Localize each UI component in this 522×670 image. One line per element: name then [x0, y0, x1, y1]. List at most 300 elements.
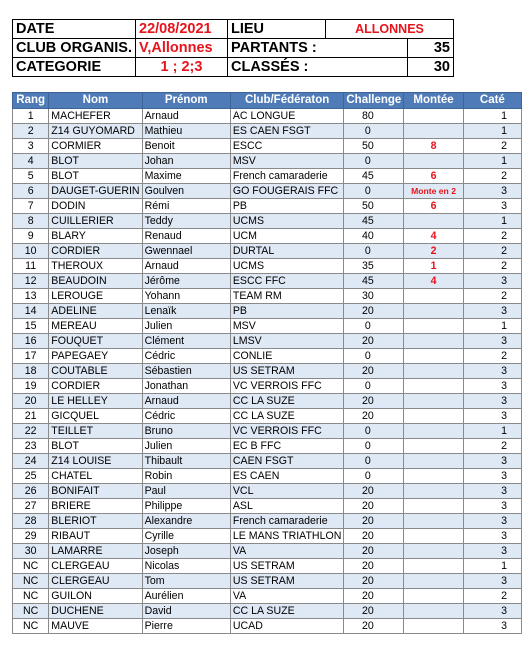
rank-cell: NC	[13, 559, 49, 574]
table-row	[13, 319, 522, 334]
challenge-points-cell: 20	[344, 334, 404, 349]
club-cell: ESCC	[230, 139, 344, 154]
first-name-cell: David	[142, 604, 230, 619]
category-cell: 3	[463, 334, 521, 349]
category-cell: 1	[463, 424, 521, 439]
montee-cell	[404, 394, 463, 409]
challenge-points-cell: 20	[344, 499, 404, 514]
table-row	[13, 619, 522, 634]
table-row	[13, 604, 522, 619]
challenge-points-cell: 20	[344, 514, 404, 529]
challenge-points-cell: 30	[344, 289, 404, 304]
montee-cell: 2	[404, 244, 463, 259]
rank-cell: 3	[13, 139, 49, 154]
montee-cell	[404, 364, 463, 379]
last-name-cell: MEREAU	[49, 319, 142, 334]
rank-cell: 12	[13, 274, 49, 289]
first-name-cell: Yohann	[142, 289, 230, 304]
montee-cell	[404, 424, 463, 439]
challenge-points-cell: 20	[344, 619, 404, 634]
categorie-value: 1 ; 2;3	[136, 58, 228, 77]
rank-cell: 18	[13, 364, 49, 379]
rank-cell: NC	[13, 574, 49, 589]
rank-cell: 11	[13, 259, 49, 274]
column-header-challenge[interactable]: Challenge	[344, 93, 404, 109]
club-cell: ES CAEN	[230, 469, 344, 484]
table-row	[13, 334, 522, 349]
montee-cell	[404, 304, 463, 319]
table-row	[13, 124, 522, 139]
challenge-points-cell: 50	[344, 139, 404, 154]
column-header-montee[interactable]: Montée	[404, 93, 463, 109]
table-row	[13, 214, 522, 229]
challenge-points-cell: 0	[344, 349, 404, 364]
club-cell: DURTAL	[230, 244, 344, 259]
table-row	[13, 199, 522, 214]
montee-cell	[404, 514, 463, 529]
club-cell: US SETRAM	[230, 559, 344, 574]
montee-cell	[404, 349, 463, 364]
table-row	[13, 349, 522, 364]
challenge-points-cell: 0	[344, 379, 404, 394]
last-name-cell: MACHEFER	[49, 109, 142, 124]
table-row	[13, 364, 522, 379]
club-cell: VC VERROIS FFC	[230, 379, 344, 394]
last-name-cell: BLOT	[49, 154, 142, 169]
last-name-cell: BONIFAIT	[49, 484, 142, 499]
challenge-points-cell: 45	[344, 274, 404, 289]
category-cell: 1	[463, 559, 521, 574]
club-cell: PB	[230, 199, 344, 214]
club-cell: UCMS	[230, 259, 344, 274]
montee-cell: 6	[404, 169, 463, 184]
table-row	[13, 409, 522, 424]
club-cell: VA	[230, 589, 344, 604]
classes-label: CLASSÉS :	[228, 58, 408, 77]
challenge-points-cell: 0	[344, 319, 404, 334]
rank-cell: 8	[13, 214, 49, 229]
category-cell: 2	[463, 589, 521, 604]
category-cell: 2	[463, 169, 521, 184]
montee-cell	[404, 454, 463, 469]
table-row	[13, 499, 522, 514]
last-name-cell: CUILLERIER	[49, 214, 142, 229]
montee-cell	[404, 409, 463, 424]
rank-cell: 14	[13, 304, 49, 319]
first-name-cell: Bruno	[142, 424, 230, 439]
category-cell: 1	[463, 319, 521, 334]
rank-cell: 1	[13, 109, 49, 124]
category-cell: 3	[463, 379, 521, 394]
last-name-cell: Z14 GUYOMARD	[49, 124, 142, 139]
challenge-points-cell: 80	[344, 109, 404, 124]
table-row	[13, 424, 522, 439]
first-name-cell: Aurélien	[142, 589, 230, 604]
first-name-cell: Mathieu	[142, 124, 230, 139]
first-name-cell: Sébastien	[142, 364, 230, 379]
montee-cell: 1	[404, 259, 463, 274]
club-cell: VA	[230, 544, 344, 559]
montee-cell	[404, 544, 463, 559]
category-cell: 2	[463, 244, 521, 259]
club-cell: US SETRAM	[230, 364, 344, 379]
first-name-cell: Tom	[142, 574, 230, 589]
last-name-cell: CLERGEAU	[49, 559, 142, 574]
lieu-label: LIEU	[228, 20, 326, 39]
last-name-cell: LAMARRE	[49, 544, 142, 559]
table-row	[13, 379, 522, 394]
rank-cell: 4	[13, 154, 49, 169]
challenge-points-cell: 0	[344, 124, 404, 139]
rank-cell: 25	[13, 469, 49, 484]
last-name-cell: BEAUDOIN	[49, 274, 142, 289]
header-row-date	[13, 20, 454, 39]
table-row	[13, 184, 522, 199]
first-name-cell: Clément	[142, 334, 230, 349]
last-name-cell: ADELINE	[49, 304, 142, 319]
rank-cell: 6	[13, 184, 49, 199]
category-cell: 3	[463, 574, 521, 589]
category-cell: 3	[463, 514, 521, 529]
montee-cell	[404, 109, 463, 124]
rank-cell: 9	[13, 229, 49, 244]
club-cell: CC LA SUZE	[230, 604, 344, 619]
first-name-cell: Johan	[142, 154, 230, 169]
club-cell: ES CAEN FSGT	[230, 124, 344, 139]
first-name-cell: Cyrille	[142, 529, 230, 544]
rank-cell: 10	[13, 244, 49, 259]
montee-cell	[404, 529, 463, 544]
category-cell: 2	[463, 229, 521, 244]
column-header-club[interactable]: Club/Fédératon	[230, 93, 344, 109]
category-cell: 3	[463, 529, 521, 544]
table-row	[13, 109, 522, 124]
first-name-cell: Julien	[142, 439, 230, 454]
montee-cell	[404, 439, 463, 454]
first-name-cell: Cédric	[142, 349, 230, 364]
challenge-points-cell: 20	[344, 484, 404, 499]
challenge-points-cell: 20	[344, 364, 404, 379]
last-name-cell: LEROUGE	[49, 289, 142, 304]
column-header-rang[interactable]: Rang	[13, 93, 49, 109]
challenge-points-cell: 50	[344, 199, 404, 214]
rank-cell: 15	[13, 319, 49, 334]
montee-cell	[404, 334, 463, 349]
category-cell: 2	[463, 139, 521, 154]
first-name-cell: Pierre	[142, 619, 230, 634]
challenge-points-cell: 0	[344, 469, 404, 484]
club-cell: UCMS	[230, 214, 344, 229]
category-cell: 2	[463, 439, 521, 454]
challenge-points-cell: 20	[344, 409, 404, 424]
category-cell: 1	[463, 214, 521, 229]
challenge-points-cell: 20	[344, 604, 404, 619]
club-label: CLUB ORGANIS.	[13, 39, 136, 58]
rank-cell: 30	[13, 544, 49, 559]
table-row	[13, 304, 522, 319]
montee-cell	[404, 499, 463, 514]
club-cell: VCL	[230, 484, 344, 499]
first-name-cell: Arnaud	[142, 109, 230, 124]
club-cell: CAEN FSGT	[230, 454, 344, 469]
rank-cell: 28	[13, 514, 49, 529]
first-name-cell: Rémi	[142, 199, 230, 214]
classes-value: 30	[408, 58, 454, 77]
first-name-cell: Julien	[142, 319, 230, 334]
last-name-cell: DUCHENE	[49, 604, 142, 619]
partants-label: PARTANTS :	[228, 39, 408, 58]
category-cell: 3	[463, 409, 521, 424]
category-cell: 2	[463, 349, 521, 364]
partants-value: 35	[408, 39, 454, 58]
first-name-cell: Benoit	[142, 139, 230, 154]
rank-cell: 13	[13, 289, 49, 304]
last-name-cell: CORDIER	[49, 244, 142, 259]
category-cell: 3	[463, 184, 521, 199]
club-cell: CC LA SUZE	[230, 409, 344, 424]
category-cell: 3	[463, 199, 521, 214]
table-row	[13, 544, 522, 559]
club-cell: TEAM RM	[230, 289, 344, 304]
category-cell: 3	[463, 469, 521, 484]
montee-cell: 4	[404, 229, 463, 244]
first-name-cell: Arnaud	[142, 259, 230, 274]
first-name-cell: Robin	[142, 469, 230, 484]
club-cell: US SETRAM	[230, 574, 344, 589]
category-cell: 3	[463, 499, 521, 514]
montee-cell	[404, 604, 463, 619]
montee-cell	[404, 214, 463, 229]
montee-cell: Monte en 2	[404, 184, 463, 199]
last-name-cell: THEROUX	[49, 259, 142, 274]
last-name-cell: CLERGEAU	[49, 574, 142, 589]
rank-cell: NC	[13, 619, 49, 634]
rank-cell: NC	[13, 589, 49, 604]
rank-cell: 16	[13, 334, 49, 349]
challenge-points-cell: 20	[344, 304, 404, 319]
table-row	[13, 244, 522, 259]
club-cell: ESCC FFC	[230, 274, 344, 289]
first-name-cell: Nicolas	[142, 559, 230, 574]
club-cell: LMSV	[230, 334, 344, 349]
rank-cell: 24	[13, 454, 49, 469]
challenge-points-cell: 20	[344, 394, 404, 409]
last-name-cell: COUTABLE	[49, 364, 142, 379]
last-name-cell: CHATEL	[49, 469, 142, 484]
table-row	[13, 559, 522, 574]
rank-cell: 22	[13, 424, 49, 439]
first-name-cell: Paul	[142, 484, 230, 499]
date-value: 22/08/2021	[136, 20, 228, 39]
first-name-cell: Renaud	[142, 229, 230, 244]
rank-cell: 5	[13, 169, 49, 184]
club-cell: MSV	[230, 154, 344, 169]
first-name-cell: Thibault	[142, 454, 230, 469]
first-name-cell: Maxime	[142, 169, 230, 184]
last-name-cell: GICQUEL	[49, 409, 142, 424]
rank-cell: 17	[13, 349, 49, 364]
last-name-cell: GUILON	[49, 589, 142, 604]
rank-cell: 7	[13, 199, 49, 214]
first-name-cell: Lenaïk	[142, 304, 230, 319]
rank-cell: 20	[13, 394, 49, 409]
rank-cell: 29	[13, 529, 49, 544]
first-name-cell: Philippe	[142, 499, 230, 514]
challenge-points-cell: 20	[344, 589, 404, 604]
montee-cell	[404, 484, 463, 499]
first-name-cell: Cédric	[142, 409, 230, 424]
montee-cell	[404, 379, 463, 394]
club-cell: French camaraderie	[230, 514, 344, 529]
column-header-prenom[interactable]: Prénom	[142, 93, 230, 109]
challenge-points-cell: 0	[344, 454, 404, 469]
montee-cell	[404, 469, 463, 484]
challenge-points-cell: 0	[344, 184, 404, 199]
last-name-cell: DAUGET-GUERIN	[49, 184, 142, 199]
results-table	[12, 92, 522, 634]
table-row	[13, 169, 522, 184]
montee-cell	[404, 124, 463, 139]
rank-cell: 23	[13, 439, 49, 454]
category-cell: 2	[463, 259, 521, 274]
club-cell: AC LONGUE	[230, 109, 344, 124]
last-name-cell: CORMIER	[49, 139, 142, 154]
club-cell: ASL	[230, 499, 344, 514]
first-name-cell: Teddy	[142, 214, 230, 229]
club-value: V,Allonnes	[136, 39, 228, 58]
table-row	[13, 154, 522, 169]
table-row	[13, 139, 522, 154]
rank-cell: 2	[13, 124, 49, 139]
montee-cell: 6	[404, 199, 463, 214]
challenge-points-cell: 0	[344, 439, 404, 454]
club-cell: LE MANS TRIATHLON	[230, 529, 344, 544]
results-body	[13, 109, 522, 634]
club-cell: UCAD	[230, 619, 344, 634]
first-name-cell: Arnaud	[142, 394, 230, 409]
club-cell: French camaraderie	[230, 169, 344, 184]
rank-cell: NC	[13, 604, 49, 619]
table-row	[13, 454, 522, 469]
last-name-cell: TEILLET	[49, 424, 142, 439]
last-name-cell: BLOT	[49, 169, 142, 184]
category-cell: 3	[463, 274, 521, 289]
table-row	[13, 439, 522, 454]
last-name-cell: BLERIOT	[49, 514, 142, 529]
club-cell: GO FOUGERAIS FFC	[230, 184, 344, 199]
table-row	[13, 229, 522, 244]
rank-cell: 21	[13, 409, 49, 424]
category-cell: 3	[463, 484, 521, 499]
montee-cell	[404, 619, 463, 634]
category-cell: 3	[463, 364, 521, 379]
date-label: DATE	[13, 20, 136, 39]
first-name-cell: Gwennael	[142, 244, 230, 259]
challenge-points-cell: 20	[344, 529, 404, 544]
category-cell: 1	[463, 124, 521, 139]
table-row	[13, 529, 522, 544]
club-cell: MSV	[230, 319, 344, 334]
results-header-row	[13, 93, 522, 109]
montee-cell	[404, 319, 463, 334]
category-cell: 3	[463, 454, 521, 469]
table-row	[13, 484, 522, 499]
rank-cell: 19	[13, 379, 49, 394]
challenge-points-cell: 20	[344, 559, 404, 574]
first-name-cell: Jonathan	[142, 379, 230, 394]
rank-cell: 26	[13, 484, 49, 499]
challenge-points-cell: 40	[344, 229, 404, 244]
last-name-cell: DODIN	[49, 199, 142, 214]
club-cell: EC B FFC	[230, 439, 344, 454]
last-name-cell: BLOT	[49, 439, 142, 454]
last-name-cell: RIBAUT	[49, 529, 142, 544]
table-row	[13, 394, 522, 409]
event-header	[12, 19, 454, 77]
challenge-points-cell: 0	[344, 154, 404, 169]
montee-cell: 8	[404, 139, 463, 154]
challenge-points-cell: 45	[344, 214, 404, 229]
category-cell: 3	[463, 619, 521, 634]
table-row	[13, 274, 522, 289]
club-cell: PB	[230, 304, 344, 319]
last-name-cell: CORDIER	[49, 379, 142, 394]
category-cell: 3	[463, 304, 521, 319]
table-row	[13, 469, 522, 484]
first-name-cell: Goulven	[142, 184, 230, 199]
club-cell: CC LA SUZE	[230, 394, 344, 409]
category-cell: 2	[463, 289, 521, 304]
last-name-cell: BLARY	[49, 229, 142, 244]
table-row	[13, 574, 522, 589]
challenge-points-cell: 0	[344, 424, 404, 439]
challenge-points-cell: 20	[344, 574, 404, 589]
category-cell: 3	[463, 394, 521, 409]
header-row-categorie	[13, 58, 454, 77]
challenge-points-cell: 20	[344, 544, 404, 559]
club-cell: VC VERROIS FFC	[230, 424, 344, 439]
last-name-cell: FOUQUET	[49, 334, 142, 349]
column-header-nom[interactable]: Nom	[49, 93, 142, 109]
last-name-cell: Z14 LOUISE	[49, 454, 142, 469]
table-row	[13, 514, 522, 529]
last-name-cell: PAPEGAEY	[49, 349, 142, 364]
categorie-label: CATEGORIE	[13, 58, 136, 77]
montee-cell	[404, 559, 463, 574]
last-name-cell: MAUVE	[49, 619, 142, 634]
column-header-cate[interactable]: Caté	[463, 93, 521, 109]
montee-cell: 4	[404, 274, 463, 289]
club-cell: CONLIE	[230, 349, 344, 364]
rank-cell: 27	[13, 499, 49, 514]
table-row	[13, 259, 522, 274]
montee-cell	[404, 574, 463, 589]
table-row	[13, 289, 522, 304]
lieu-value: ALLONNES	[326, 20, 454, 39]
challenge-points-cell: 35	[344, 259, 404, 274]
montee-cell	[404, 154, 463, 169]
last-name-cell: LE HELLEY	[49, 394, 142, 409]
montee-cell	[404, 589, 463, 604]
challenge-points-cell: 45	[344, 169, 404, 184]
first-name-cell: Alexandre	[142, 514, 230, 529]
category-cell: 1	[463, 109, 521, 124]
header-row-club	[13, 39, 454, 58]
category-cell: 1	[463, 154, 521, 169]
montee-cell	[404, 289, 463, 304]
challenge-points-cell: 0	[344, 244, 404, 259]
category-cell: 3	[463, 544, 521, 559]
